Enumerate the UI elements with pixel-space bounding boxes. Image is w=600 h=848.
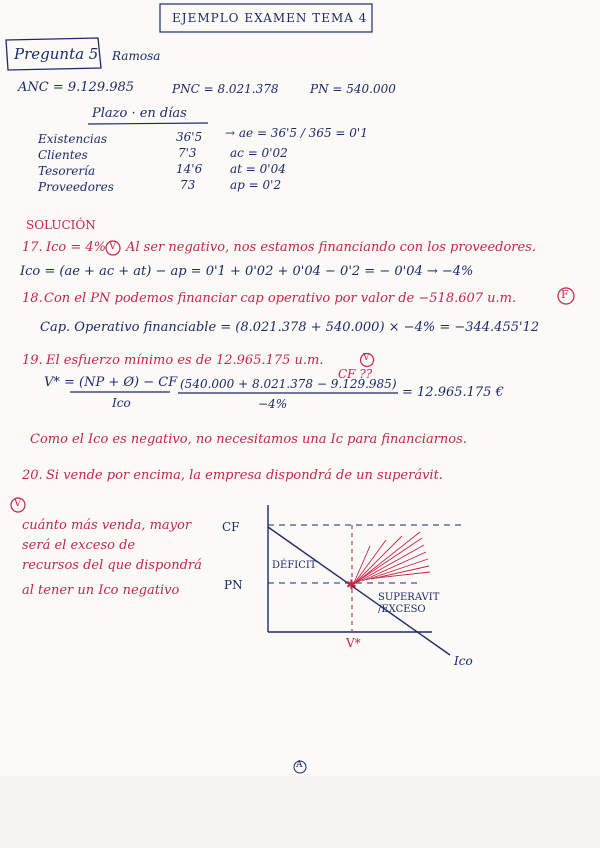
q20-number: 20.: [22, 468, 43, 483]
graph-intersection-mark: ✱: [346, 578, 357, 593]
q19-number: 19.: [22, 353, 43, 368]
table-row-formula: at = 0'04: [230, 162, 286, 176]
table-row-item: Existencias: [38, 132, 108, 146]
table-title: Plazo · en días: [92, 106, 187, 121]
table-row-days: 14'6: [176, 162, 203, 176]
table-row-item: Proveedores: [38, 180, 114, 194]
q17-mark: V: [109, 241, 117, 252]
anc-total: ANC = 9.129.985: [18, 80, 135, 95]
table-row-formula: → ae = 36'5 / 365 = 0'1: [225, 126, 368, 140]
graph-deficit-label: DÉFICIT: [272, 560, 317, 571]
q20-text: Si vende por encima, la empresa dispondrá de un superávit.: [46, 468, 443, 483]
q20-note-line: será el exceso de: [22, 538, 136, 553]
q18-number: 18.: [22, 291, 43, 306]
table-row-days: 73: [180, 178, 196, 192]
q18-mark: F: [561, 288, 569, 301]
footer-page-mark: A: [296, 760, 303, 770]
table-underline: [88, 123, 208, 124]
q17-number: 17.: [22, 240, 43, 255]
page-title: EJEMPLO EXAMEN TEMA 4: [172, 11, 368, 25]
company-name: Ramosa: [112, 49, 161, 63]
graph-exceso-label: /EXCESO: [378, 604, 426, 615]
graph-svg: [268, 505, 462, 655]
table-row-days: 36'5: [176, 130, 203, 144]
question-label: Pregunta 5: [14, 45, 99, 63]
graph-ico-label: Ico: [454, 654, 473, 668]
q18-equation: Cap. Operativo financiable = (8.021.378 + 540.000) × −4% = −344.455'12: [40, 320, 540, 335]
table-row-item: Tesorería: [38, 164, 96, 178]
pn-total: PN = 540.000: [310, 82, 396, 96]
q20-note-line: cuánto más venda, mayor: [22, 518, 192, 533]
q17-statement: Ico = 4%: [46, 240, 107, 255]
graph-pn-label: PN: [224, 578, 243, 592]
table-row-formula: ap = 0'2: [230, 178, 282, 192]
graph-superavit-label: SUPERAVIT: [378, 592, 440, 603]
q20-note-line: recursos del que dispondrá: [22, 558, 202, 573]
q19-result: = 12.965.175 €: [402, 385, 504, 400]
q20-mark: V: [14, 498, 22, 509]
q19-conclusion: Como el Ico es negativo, no necesitamos una Ic para financiarnos.: [30, 432, 467, 447]
graph-cf-label: CF: [222, 520, 240, 534]
pnc-total: PNC = 8.021.378: [172, 82, 279, 96]
q19-denominator: −4%: [258, 397, 288, 411]
q19-mark: V: [363, 353, 370, 363]
table-row-days: 7'3: [178, 146, 197, 160]
q18-text: Con el PN podemos financiar cap operativo por valor de −518.607 u.m.: [44, 291, 517, 306]
graph-superavit-hatch: [353, 532, 430, 585]
section-heading: SOLUCIÓN: [26, 218, 96, 232]
q20-note-line: al tener un Ico negativo: [22, 583, 180, 598]
q19-formula-den: Ico: [112, 396, 131, 410]
graph-vstar-label: V*: [346, 636, 361, 650]
table-row-item: Clientes: [38, 148, 88, 162]
q19-annotation: CF ??: [338, 367, 373, 381]
table-row-formula: ac = 0'02: [230, 146, 288, 160]
q19-numerator: (540.000 + 8.021.378 − 9.129.985): [180, 377, 397, 391]
q19-text: El esfuerzo mínimo es de 12.965.175 u.m.: [46, 353, 324, 368]
q17-equation: Ico = (ae + ac + at) − ap = 0'1 + 0'02 + 0'04 − 0'2 = − 0'04 → −4%: [20, 264, 474, 279]
q19-formula-lhs: V* = (NP + Ø) − CF: [44, 375, 178, 390]
q17-text: Al ser negativo, nos estamos financiando con los proveedores.: [126, 240, 537, 255]
